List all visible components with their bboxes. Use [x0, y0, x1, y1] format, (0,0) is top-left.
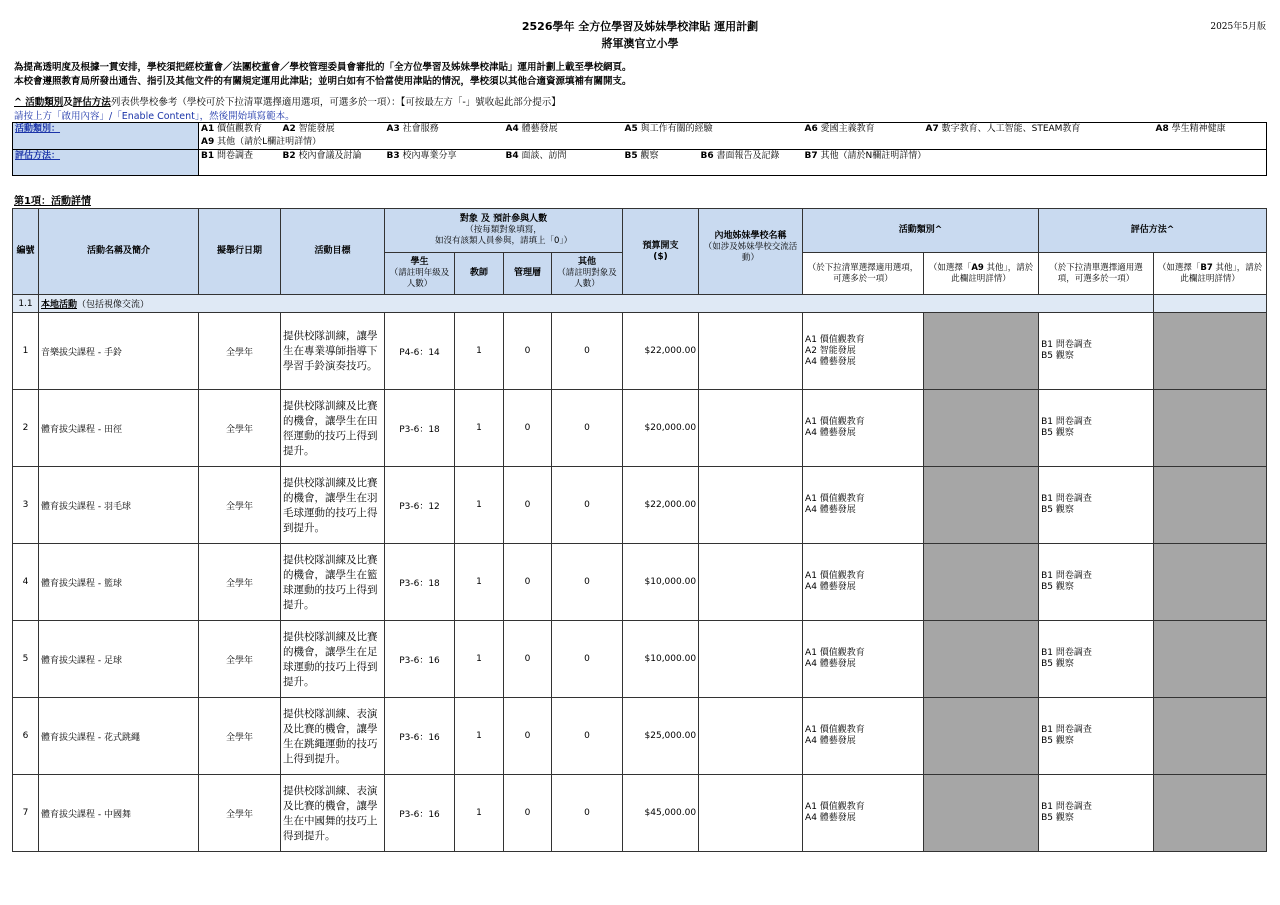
- students-cell[interactable]: P3-6：18: [385, 390, 455, 467]
- activity-name-cell[interactable]: 體育拔尖課程 - 田徑: [39, 390, 199, 467]
- sister-school-cell[interactable]: [699, 390, 803, 467]
- col-others: 其他 （請註明對象及人數）: [552, 253, 623, 295]
- date-cell[interactable]: 全學年: [199, 544, 281, 621]
- category-detail-cell: [924, 698, 1039, 775]
- row-no: 6: [13, 698, 39, 775]
- mgmt-cell[interactable]: 0: [504, 621, 552, 698]
- category-detail-cell: [924, 313, 1039, 390]
- sister-school-cell[interactable]: [699, 775, 803, 852]
- teachers-cell[interactable]: 1: [455, 390, 504, 467]
- others-cell[interactable]: 0: [552, 621, 623, 698]
- col-name: 活動名稱及簡介: [39, 209, 199, 295]
- category-detail-cell: [924, 775, 1039, 852]
- category-select-cell[interactable]: A1 價值觀教育 A4 體藝發展: [803, 390, 924, 467]
- col-eval-select: （於下拉清單選擇適用選項，可選多於一項）: [1039, 253, 1154, 295]
- mgmt-cell[interactable]: 0: [504, 775, 552, 852]
- activity-name-cell[interactable]: 體育拔尖課程 - 籃球: [39, 544, 199, 621]
- category-select-cell[interactable]: A1 價值觀教育 A4 體藝發展: [803, 544, 924, 621]
- ref-eval-item: B2 校內會議及討論: [281, 150, 385, 176]
- teachers-cell[interactable]: 1: [455, 467, 504, 544]
- goal-cell[interactable]: 提供校隊訓練及比賽的機會，讓學生在羽毛球運動的技巧上得到提升。: [281, 467, 385, 544]
- activity-name-cell[interactable]: 體育拔尖課程 - 花式跳繩: [39, 698, 199, 775]
- budget-cell[interactable]: $10,000.00: [623, 544, 699, 621]
- col-goal: 活動目標: [281, 209, 385, 295]
- students-cell[interactable]: P3-6：16: [385, 775, 455, 852]
- category-detail-cell: [924, 390, 1039, 467]
- col-target: 對象 及 預計參與人數 （按每類對象填寫， 如沒有該類人員參與，請填上「0」）: [385, 209, 623, 253]
- row-no: 3: [13, 467, 39, 544]
- ref-activity-item: A8 學生精神健康: [1154, 123, 1267, 137]
- sister-school-cell[interactable]: [699, 544, 803, 621]
- activity-category-label: 活動類別：: [13, 123, 199, 150]
- enable-content-hint: 請按上方「啟用內容」/「Enable Content」，然後開始填寫範本。: [14, 111, 295, 122]
- ref-eval-item: B4 面談、訪問: [504, 150, 623, 176]
- activity-category-link[interactable]: ^ 活動類別: [14, 97, 64, 108]
- teachers-cell[interactable]: 1: [455, 698, 504, 775]
- budget-cell[interactable]: $22,000.00: [623, 313, 699, 390]
- col-no: 編號: [13, 209, 39, 295]
- col-category-detail: （如選擇「A9 其他」，請於此欄註明詳情）: [924, 253, 1039, 295]
- ref-activity-item: A2 智能發展: [281, 123, 385, 137]
- table-row: [13, 313, 1267, 390]
- category-detail-cell: [924, 544, 1039, 621]
- eval-method-label: 評估方法：: [13, 150, 199, 176]
- budget-cell[interactable]: $10,000.00: [623, 621, 699, 698]
- mgmt-cell[interactable]: 0: [504, 544, 552, 621]
- goal-cell[interactable]: 提供校隊訓練、表演及比賽的機會，讓學生在中國舞的技巧上得到提升。: [281, 775, 385, 852]
- row-no: 1: [13, 313, 39, 390]
- eval-select-cell[interactable]: B1 問卷調查 B5 觀察: [1039, 698, 1154, 775]
- ref-eval-item: B6 書面報告及記錄: [699, 150, 803, 176]
- eval-detail-cell: [1154, 775, 1267, 852]
- ref-activity-item: A3 社會服務: [385, 123, 504, 137]
- col-sister-school: 內地姊妹學校名稱 （如涉及姊妹學校交流活動）: [699, 209, 803, 295]
- reference-table: [12, 122, 1267, 176]
- date-cell[interactable]: 全學年: [199, 467, 281, 544]
- section-title: 第1項：活動詳情: [14, 196, 91, 207]
- ref-eval-item: B7 其他（請於N欄註明詳情）: [803, 150, 1154, 176]
- others-cell[interactable]: 0: [552, 390, 623, 467]
- category-select-cell[interactable]: A1 價值觀教育 A4 體藝發展: [803, 467, 924, 544]
- col-eval: 評估方法^: [1039, 209, 1267, 253]
- ref-activity-item: A6 愛國主義教育: [803, 123, 924, 137]
- sister-school-cell[interactable]: [699, 698, 803, 775]
- school-name: 將軍澳官立小學: [601, 37, 679, 50]
- category-detail-cell: [924, 467, 1039, 544]
- goal-cell[interactable]: 提供校隊訓練及比賽的機會，讓學生在足球運動的技巧上得到提升。: [281, 621, 385, 698]
- sister-school-cell[interactable]: [699, 467, 803, 544]
- col-students: 學生 （請註明年級及人數）: [385, 253, 455, 295]
- col-date: 擬舉行日期: [199, 209, 281, 295]
- goal-cell[interactable]: 提供校隊訓練及比賽的機會，讓學生在田徑運動的技巧上得到提升。: [281, 390, 385, 467]
- compliance-note: 本校會遵照教育局所發出通告、指引及其他文件的有關規定運用此津貼；並明白如有不恰當使用津貼的情況，學校須以其他合適資源填補有關開支。: [14, 76, 632, 87]
- students-cell[interactable]: P3-6：16: [385, 698, 455, 775]
- mgmt-cell[interactable]: 0: [504, 313, 552, 390]
- group-row: 1.1 本地活動（包括視像交流）: [13, 295, 1267, 313]
- eval-select-cell[interactable]: B1 問卷調查 B5 觀察: [1039, 313, 1154, 390]
- table-row: [13, 698, 1267, 775]
- eval-detail-cell: [1154, 621, 1267, 698]
- table-row: [13, 775, 1267, 852]
- budget-cell[interactable]: $25,000.00: [623, 698, 699, 775]
- version-date: 2025年5月版: [1210, 22, 1266, 32]
- date-cell[interactable]: 全學年: [199, 621, 281, 698]
- row-no: 5: [13, 621, 39, 698]
- category-select-cell[interactable]: A1 價值觀教育 A4 體藝發展: [803, 775, 924, 852]
- students-cell[interactable]: P3-6：16: [385, 621, 455, 698]
- goal-cell[interactable]: 提供校隊訓練，讓學生在專業導師指導下學習手鈴演奏技巧。: [281, 313, 385, 390]
- others-cell[interactable]: 0: [552, 467, 623, 544]
- activity-name-cell[interactable]: 體育拔尖課程 - 羽毛球: [39, 467, 199, 544]
- budget-cell[interactable]: $22,000.00: [623, 467, 699, 544]
- col-category-select: （於下拉清單選擇適用選項，可選多於一項）: [803, 253, 924, 295]
- budget-cell[interactable]: $20,000.00: [623, 390, 699, 467]
- col-teachers: 教師: [455, 253, 504, 295]
- activity-name-cell[interactable]: 音樂拔尖課程 - 手鈴: [39, 313, 199, 390]
- teachers-cell[interactable]: 1: [455, 621, 504, 698]
- teachers-cell[interactable]: 1: [455, 775, 504, 852]
- teachers-cell[interactable]: 1: [455, 313, 504, 390]
- ref-activity-item: A1 價值觀教育: [199, 123, 281, 137]
- budget-cell[interactable]: $45,000.00: [623, 775, 699, 852]
- table-row: [13, 544, 1267, 621]
- table-row: [13, 467, 1267, 544]
- col-budget: 預算開支 ($): [623, 209, 699, 295]
- eval-select-cell[interactable]: B1 問卷調查 B5 觀察: [1039, 467, 1154, 544]
- eval-detail-cell: [1154, 390, 1267, 467]
- students-cell[interactable]: P4-6：14: [385, 313, 455, 390]
- date-cell[interactable]: 全學年: [199, 390, 281, 467]
- table-row: [13, 621, 1267, 698]
- goal-cell[interactable]: 提供校隊訓練及比賽的機會，讓學生在籃球運動的技巧上得到提升。: [281, 544, 385, 621]
- students-cell[interactable]: P3-6：12: [385, 467, 455, 544]
- activity-name-cell[interactable]: 體育拔尖課程 - 足球: [39, 621, 199, 698]
- ref-activity-item: A4 體藝發展: [504, 123, 623, 137]
- category-select-cell[interactable]: A1 價值觀教育 A4 體藝發展: [803, 698, 924, 775]
- mgmt-cell[interactable]: 0: [504, 698, 552, 775]
- reference-hint: ^ 活動類別及評估方法列表供學校參考（學校可於下拉清單選擇適用選項，可選多於一項）：【可按最左方「-」號收起此部分提示】: [14, 97, 561, 108]
- others-cell[interactable]: 0: [552, 313, 623, 390]
- activity-table: [12, 208, 1267, 852]
- row-no: 7: [13, 775, 39, 852]
- eval-method-link[interactable]: 評估方法: [72, 97, 111, 108]
- others-cell[interactable]: 0: [552, 698, 623, 775]
- mgmt-cell[interactable]: 0: [504, 467, 552, 544]
- ref-activity-item: A5 與工作有關的經驗: [623, 123, 803, 137]
- date-cell[interactable]: 全學年: [199, 698, 281, 775]
- students-cell[interactable]: P3-6：18: [385, 544, 455, 621]
- mgmt-cell[interactable]: 0: [504, 390, 552, 467]
- row-no: 2: [13, 390, 39, 467]
- category-select-cell[interactable]: A1 價值觀教育 A2 智能發展 A4 體藝發展: [803, 313, 924, 390]
- category-select-cell[interactable]: A1 價值觀教育 A4 體藝發展: [803, 621, 924, 698]
- eval-detail-cell: [1154, 698, 1267, 775]
- teachers-cell[interactable]: 1: [455, 544, 504, 621]
- col-eval-detail: （如選擇「B7 其他」，請於此欄註明詳情）: [1154, 253, 1267, 295]
- ref-activity-item: A9 其他（請於L欄註明詳情）: [199, 136, 385, 150]
- activity-name-cell[interactable]: 體育拔尖課程 - 中國舞: [39, 775, 199, 852]
- group-title: 本地活動: [41, 300, 78, 310]
- sister-school-cell[interactable]: [699, 313, 803, 390]
- row-no: 4: [13, 544, 39, 621]
- eval-select-cell[interactable]: B1 問卷調查 B5 觀察: [1039, 775, 1154, 852]
- ref-eval-item: B3 校內專業分享: [385, 150, 504, 176]
- eval-detail-cell: [1154, 313, 1267, 390]
- date-cell[interactable]: 全學年: [199, 313, 281, 390]
- category-detail-cell: [924, 621, 1039, 698]
- ref-activity-item: A7 數字教育、人工智能、STEAM教育: [924, 123, 1154, 137]
- goal-cell[interactable]: 提供校隊訓練、表演及比賽的機會，讓學生在跳繩運動的技巧上得到提升。: [281, 698, 385, 775]
- eval-select-cell[interactable]: B1 問卷調查 B5 觀察: [1039, 544, 1154, 621]
- page-title: 2526學年 全方位學習及姊妹學校津貼 運用計劃: [521, 20, 759, 33]
- eval-detail-cell: [1154, 467, 1267, 544]
- eval-detail-cell: [1154, 544, 1267, 621]
- col-mgmt: 管理層: [504, 253, 552, 295]
- eval-select-cell[interactable]: B1 問卷調查 B5 觀察: [1039, 621, 1154, 698]
- others-cell[interactable]: 0: [552, 775, 623, 852]
- date-cell[interactable]: 全學年: [199, 775, 281, 852]
- table-row: [13, 390, 1267, 467]
- eval-select-cell[interactable]: B1 問卷調查 B5 觀察: [1039, 390, 1154, 467]
- transparency-note: 為提高透明度及根據一貫安排，學校須把經校董會／法團校董會／學校管理委員會審批的「全方位學習及姊妹學校津貼」運用計劃上載至學校網頁。: [14, 62, 632, 73]
- ref-eval-item: B1 問卷調查: [199, 150, 281, 176]
- col-category: 活動類別^: [803, 209, 1039, 253]
- ref-eval-item: B5 觀察: [623, 150, 699, 176]
- others-cell[interactable]: 0: [552, 544, 623, 621]
- sister-school-cell[interactable]: [699, 621, 803, 698]
